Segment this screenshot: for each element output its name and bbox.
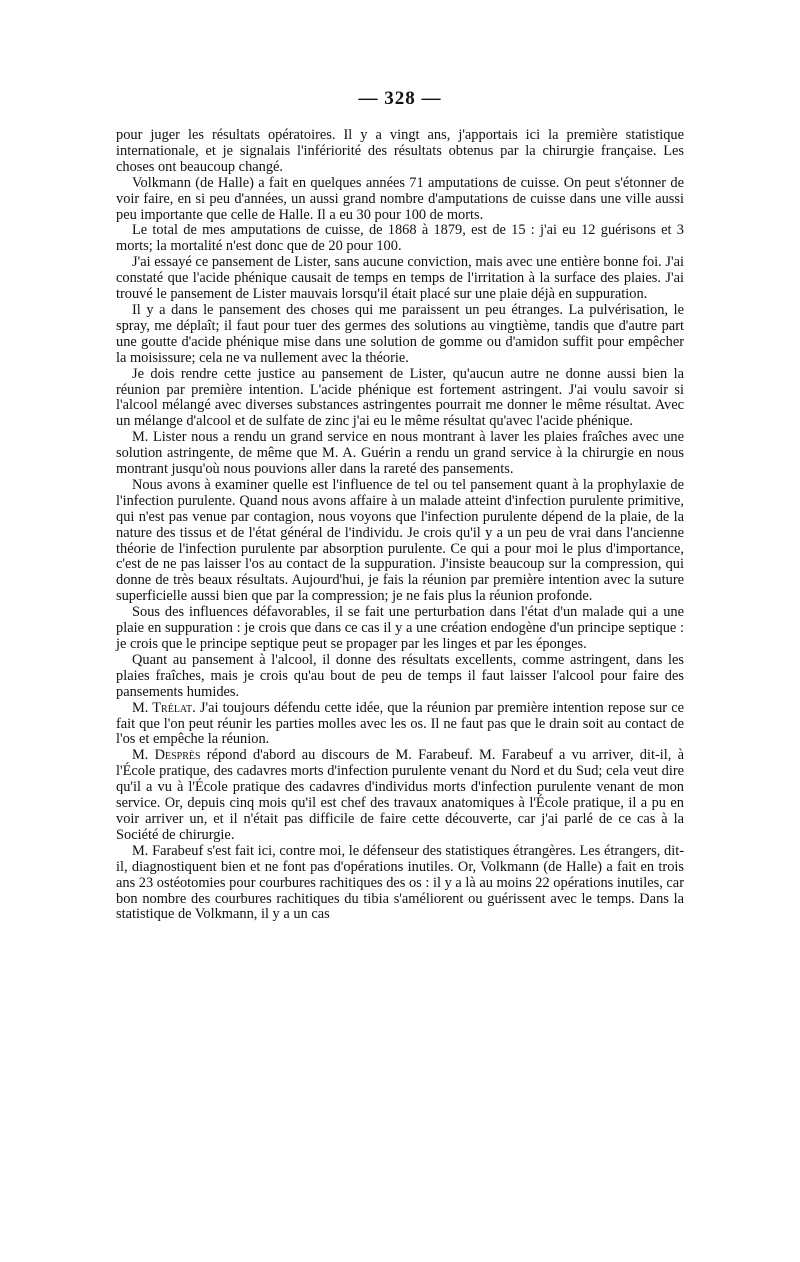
paragraph: Nous avons à examiner quelle est l'influence de tel ou tel pansement quant à la prophylaxie de l'infection purulente. Quand nous avons affaire à un malade atteint d'infection purulente primitive, qui n'est pas venue par contagion, nous voyons que l'infection purulente dépend de la plaie, de la nature des tissus et de l'état général de l'individu. Je crois qu'il y a un peu de vrai dans l'ancienne théorie de l'infection purulente par absorption purulente. Ce qui a pour moi le plus d'importance, c'est de ne pas laisser l'os au contact de la suppuration. J'insiste beaucoup sur la compression, qui donne de très beaux résultats. Aujourd'hui, je fais la réunion par première intention avec la suture superficielle aussi bien que par la compression; je ne fais plus la réunion profonde.: [116, 476, 684, 605]
paragraph: pour juger les résultats opératoires. Il y a vingt ans, j'apportais ici la première statistique internationale, et je signalais l'infériorité des résultats obtenus par la chirurgie française. Les choses ont beaucoup changé.: [116, 127, 684, 175]
paragraph-text: répond d'abord au discours de M. Farabeuf. M. Farabeuf a vu arriver, dit-il, à l'École pratique, des cadavres morts d'infection purulente venant du Nord et du Sud; cela veut dire qu'il a vu à l'École pratique des cadavres d'individus morts d'infection purulente venant de mon service. Or, depuis cinq mois qu'il est chef des travaux anatomiques à l'École pratique, il a pu en voir arriver un, et il n'était pas difficile de faire cette découverte, car j'ai parlé de ce cas à la Société de chirurgie.: [116, 747, 684, 843]
paragraph: Volkmann (de Halle) a fait en quelques années 71 amputations de cuisse. On peut s'étonner de voir faire, en si peu d'années, un aussi grand nombre d'amputations de cuisse dans une ville aussi peu importante que celle de Halle. Il a eu 30 pour 100 de morts.: [116, 174, 684, 223]
paragraph: Quant au pansement à l'alcool, il donne des résultats excellents, comme astringent, dans les plaies fraîches, mais je crois qu'au bout de peu de temps il faut laisser l'alcool pour faire des pansements humides.: [116, 651, 684, 700]
speaker-name: M. Desprès: [132, 747, 201, 764]
page-number: — 328 —: [358, 88, 442, 109]
body-text: [116, 128, 684, 923]
paragraph: M. Farabeuf s'est fait ici, contre moi, le défenseur des statistiques étrangères. Les étrangers, dit-il, diagnostiquent bien et ne font pas d'opérations inutiles. Or, Volkmann (de Halle) a fait en trois ans 23 ostéotomies pour courbures rachitiques des os : il y a là au moins 22 opérations inutiles, car bon nombre des courbures rachitiques du tibia s'améliorent ou guérissent avec le temps. Dans la statistique de Volkmann, il y a un cas: [116, 842, 684, 923]
paragraph-text: J'ai toujours défendu cette idée, que la réunion par première intention repose sur ce fait que l'on peut réunir les parties molles avec les os. Il ne faut pas que le drain soit au contact de l'os et empêche la réunion.: [116, 699, 684, 748]
paragraph: Il y a dans le pansement des choses qui me paraissent un peu étranges. La pulvérisation, le spray, me déplaît; il faut pour tuer des germes des solutions au vingtième, tandis que d'autre part une goutte d'acide phénique mise dans une solution de gomme ou d'amidon suffit pour empêcher la moisissure; cela ne va nullement avec la théorie.: [116, 301, 684, 366]
speaker-name: M. Trélat.: [132, 699, 196, 716]
paragraph: Le total de mes amputations de cuisse, de 1868 à 1879, est de 15 : j'ai eu 12 guérisons et 3 morts; la mortalité n'est donc que de 20 pour 100.: [116, 222, 684, 255]
paragraph: [116, 701, 684, 749]
paragraph: [116, 748, 684, 843]
paragraph: Sous des influences défavorables, il se fait une perturbation dans l'état d'un malade qui a une plaie en suppuration : je crois que dans ce cas il y a une création endogène d'un principe septique : je crois que le principe septique peut se propager par les linges et par les éponges.: [116, 604, 684, 652]
paragraph: M. Lister nous a rendu un grand service en nous montrant à laver les plaies fraîches avec une solution astringente, de même que M. A. Guérin a rendu un grand service à la chirurgie en nous montrant jusqu'où nous pouvions aller dans la rareté des pansements.: [116, 429, 684, 478]
paragraph: Je dois rendre cette justice au pansement de Lister, qu'aucun autre ne donne aussi bien la réunion par première intention. L'acide phénique est fortement astringent. J'ai voulu savoir si l'alcool mélangé avec diverses substances astringentes pourrait me donner le même résultat. Avec un mélange d'alcool et de sulfate de zinc j'ai eu le même résultat qu'avec l'acide phénique.: [116, 365, 684, 430]
paragraph: J'ai essayé ce pansement de Lister, sans aucune conviction, mais avec une entière bonne foi. J'ai constaté que l'acide phénique causait de temps en temps de l'irritation à la surface des plaies. J'ai trouvé le pansement de Lister mauvais lorsqu'il était placé sur une plaie déjà en suppuration.: [116, 254, 684, 303]
